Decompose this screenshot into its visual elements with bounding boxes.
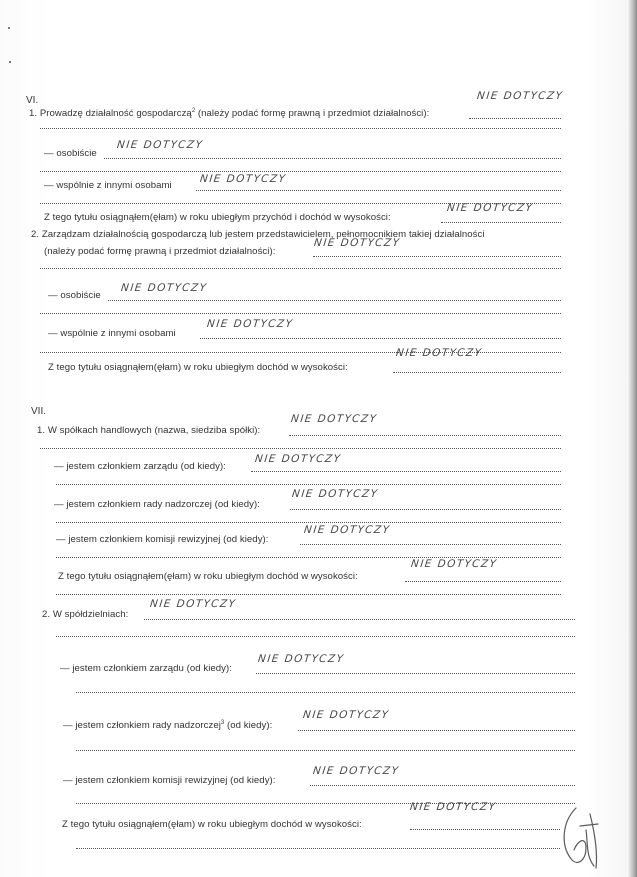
section-vii-label: VII. (31, 406, 47, 417)
vii-item2-question: 2. W spółdzielniach: (42, 609, 129, 620)
vii-item1-answer: NIE DOTYCZY (290, 413, 378, 425)
vi-item1-personal-answer: NIE DOTYCZY (116, 139, 204, 151)
vi-item2-joint-answer: NIE DOTYCZY (206, 318, 294, 330)
vi-item2-personal-label: — osobiście (48, 290, 101, 301)
vi-item1-income-answer: NIE DOTYCZY (446, 202, 534, 214)
vii-item1-board-label: — jestem członkiem zarządu (od kiedy): (54, 461, 226, 472)
vi-item2-answer: NIE DOTYCZY (313, 237, 401, 249)
vii-item2-board-answer: NIE DOTYCZY (257, 653, 345, 665)
vi-item2-income-label: Z tego tytułu osiągnąłem(ęłam) w roku ubiegłym dochód w wysokości: (48, 362, 348, 373)
section-vi-label: VI. (26, 95, 39, 106)
vi-item1-income-label: Z tego tytułu osiągnąłem(ęłam) w roku ubiegłym przychód i dochód w wysokości: (44, 212, 391, 223)
vi-item1-personal-label: — osobiście (44, 148, 97, 159)
vi-item2-joint-label: — wspólnie z innymi osobami (48, 328, 176, 339)
vi-item1-question: 1. Prowadzę działalność gospodarczą$^2$ (należy podać formę prawną i przedmiot działalności): (29, 108, 430, 120)
vi-item2-question-line1: 2. Zarządzam działalnością gospodarczą lub jestem przedstawicielem, pełnomocnikiem takiej działalności (31, 229, 485, 240)
vi-item1-joint-label: — wspólnie z innymi osobami (44, 180, 172, 191)
vii-item2-supervisory-label: — jestem członkiem rady nadzorczej$^3$ (od kiedy): (63, 720, 273, 732)
page-edge-shadow (627, 0, 637, 877)
vii-item1-question: 1. W spółkach handlowych (nazwa, siedziba spółki): (37, 425, 261, 436)
vi-item1-joint-answer: NIE DOTYCZY (199, 173, 287, 185)
vii-item1-audit-answer: NIE DOTYCZY (303, 524, 391, 536)
vii-item1-income-label: Z tego tytułu osiągnąłem(ęłam) w roku ubiegłym dochód w wysokości: (58, 571, 358, 582)
scan-speck (9, 61, 11, 63)
vii-item2-answer: NIE DOTYCZY (149, 598, 237, 610)
vii-item1-supervisory-answer: NIE DOTYCZY (291, 488, 379, 500)
vi-item1-answer: NIE DOTYCZY (476, 90, 564, 102)
vii-item1-board-answer: NIE DOTYCZY (254, 453, 342, 465)
vi-item2-question-line2: (należy podać formę prawną i przedmiot działalności): (44, 246, 276, 257)
vii-item2-board-label: — jestem członkiem zarządu (od kiedy): (60, 663, 232, 674)
vii-item1-income-answer: NIE DOTYCZY (410, 558, 498, 570)
scan-speck (8, 27, 10, 29)
vii-item1-supervisory-label: — jestem członkiem rady nadzorczej (od kiedy): (54, 499, 260, 510)
vii-item2-audit-label: — jestem członkiem komisji rewizyjnej (od kiedy): (63, 775, 276, 786)
vi-item2-income-answer: NIE DOTYCZY (395, 347, 483, 359)
vii-item2-audit-answer: NIE DOTYCZY (312, 765, 400, 777)
vi-item2-personal-answer: NIE DOTYCZY (120, 282, 208, 294)
vii-item2-income-answer: NIE DOTYCZY (409, 801, 497, 813)
vii-item2-supervisory-answer: NIE DOTYCZY (302, 709, 390, 721)
signature-mark (556, 800, 606, 870)
vii-item2-income-label: Z tego tytułu osiągnąłem(ęłam) w roku ubiegłym dochód w wysokości: (62, 819, 362, 830)
vii-item1-audit-label: — jestem członkiem komisji rewizyjnej (od kiedy): (56, 534, 269, 545)
